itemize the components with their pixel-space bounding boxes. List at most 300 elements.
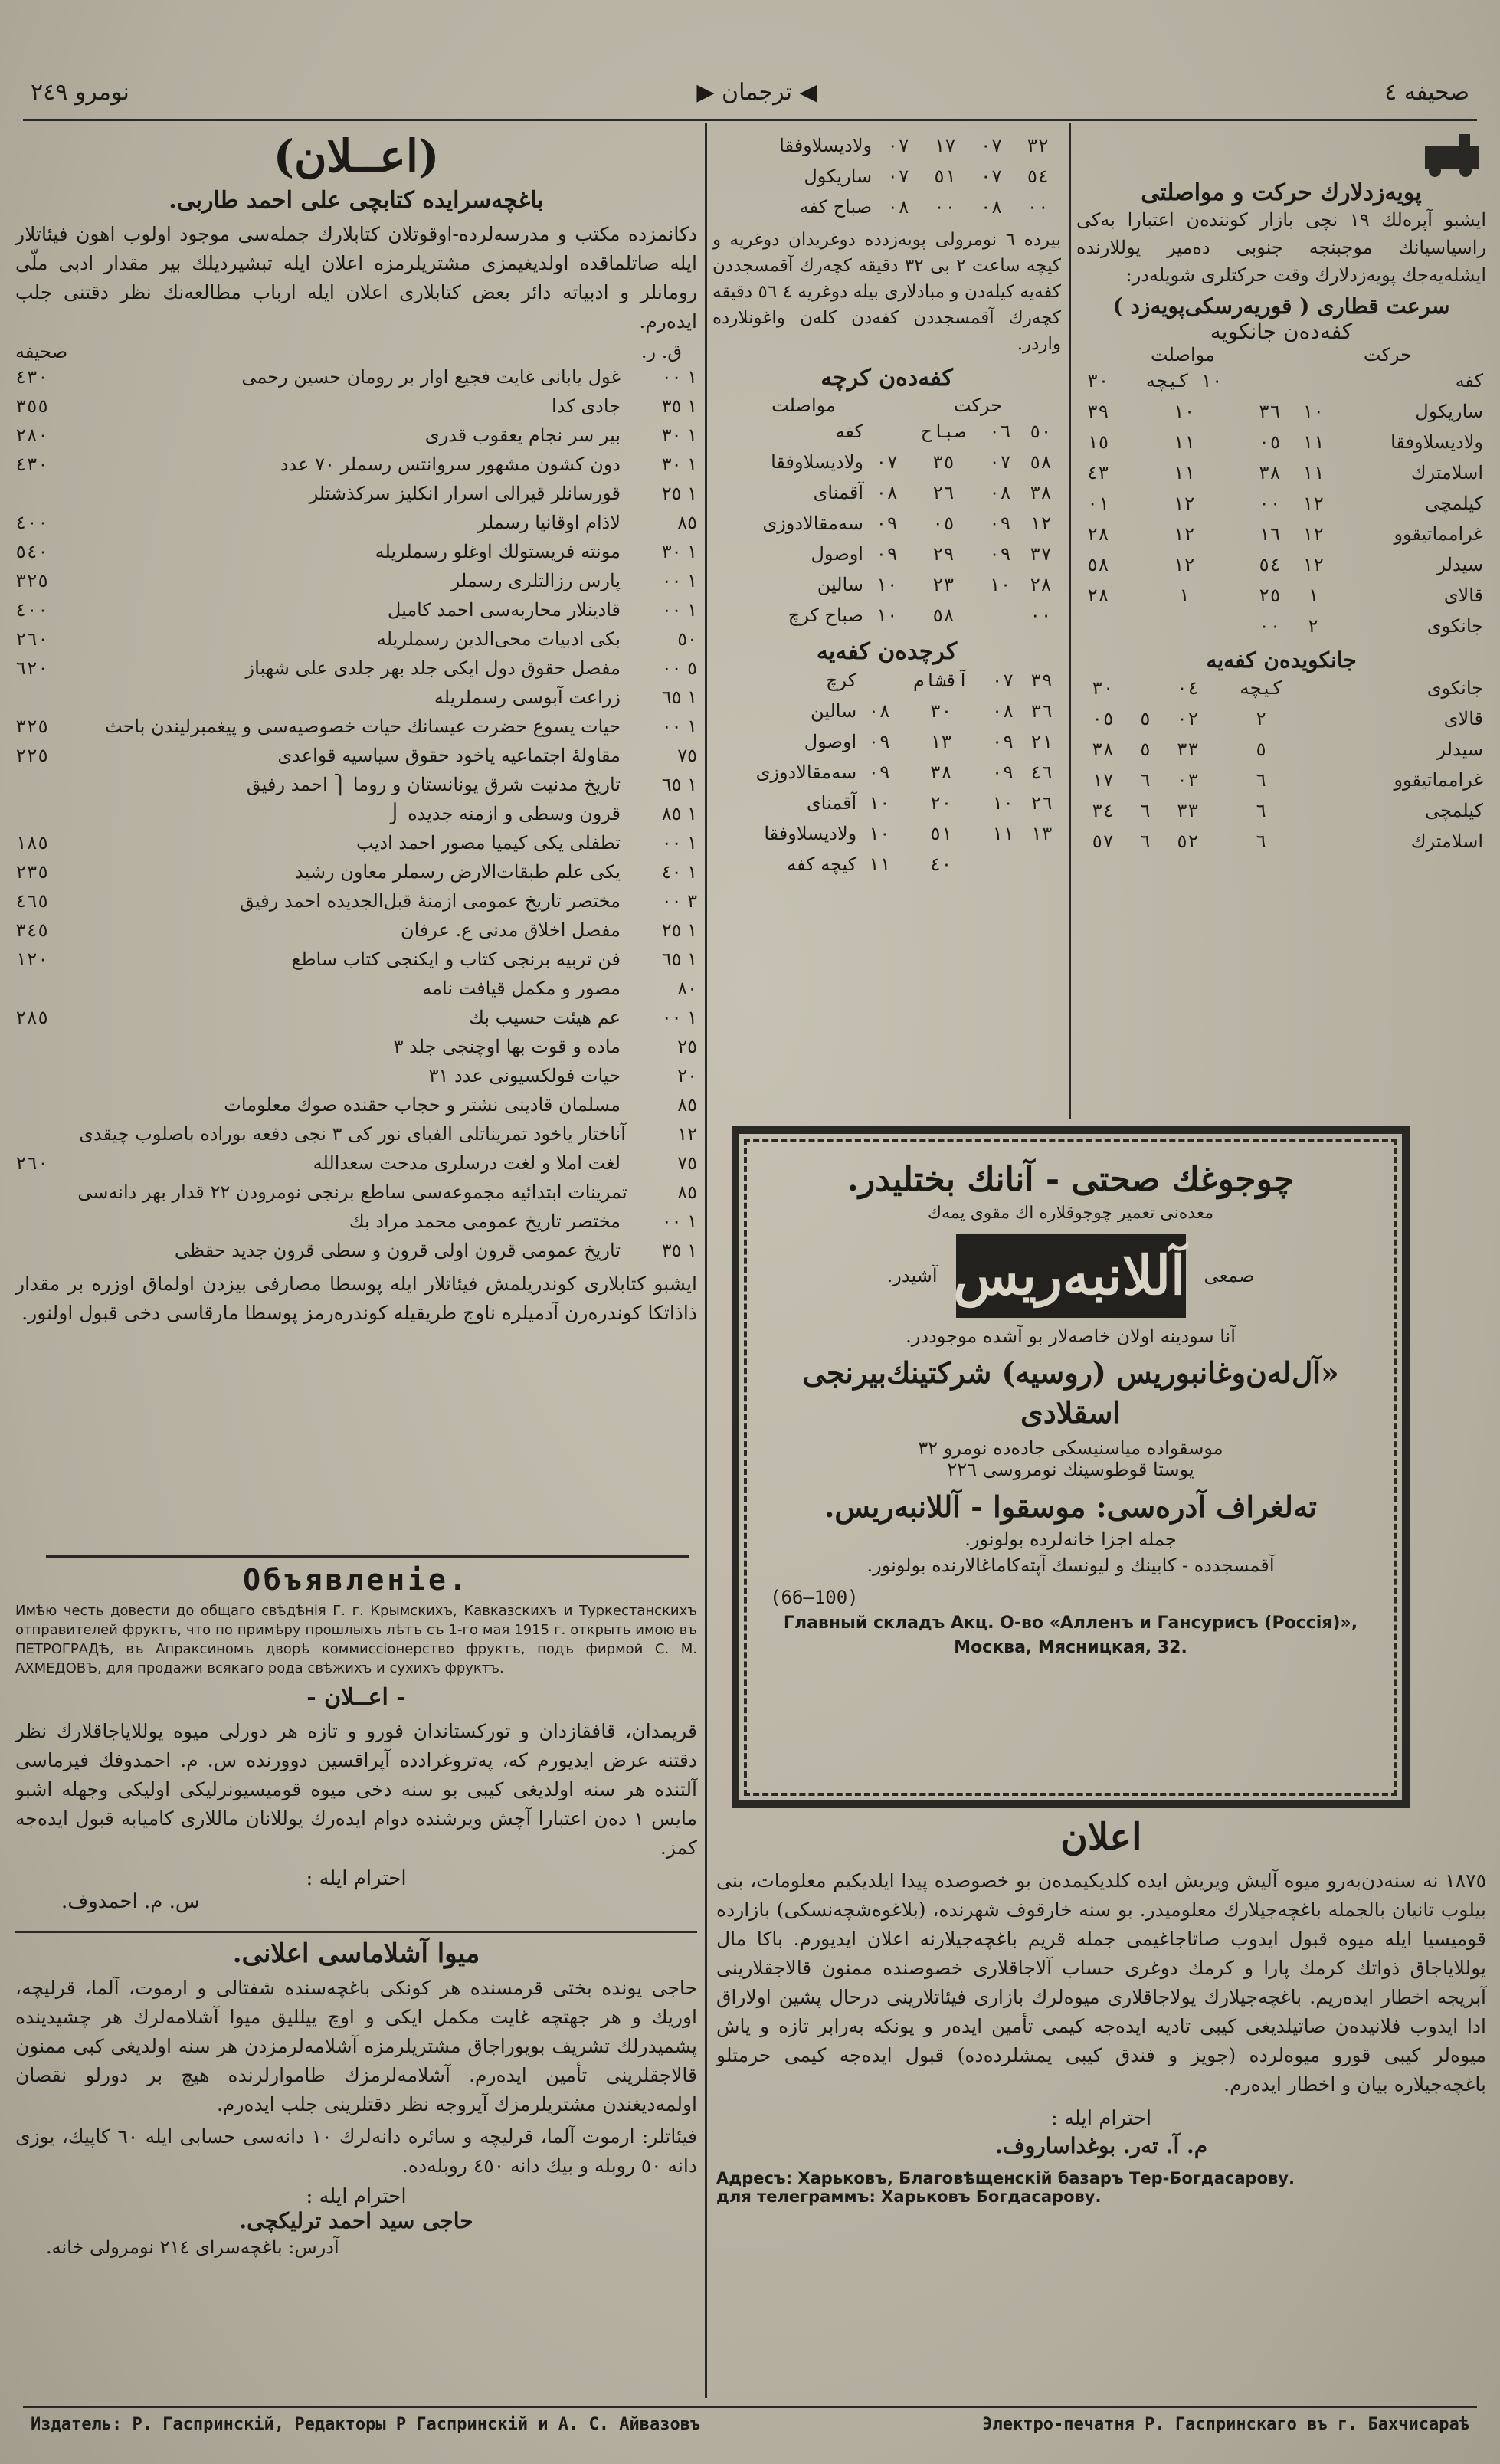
book-title: تطفلی یکی کیمیا مصور احمد ادیب — [356, 832, 621, 854]
kerch-header — [712, 395, 1061, 416]
time-cell: ١١ — [1172, 431, 1195, 453]
fruit-grafting-ad — [15, 1938, 697, 2367]
station-name: ولادیسلاوفقا — [771, 451, 863, 473]
station-name: قالای — [1443, 708, 1483, 729]
tatar-notice-signature: س. م. احمدوف. — [61, 1890, 200, 1913]
schedule-row — [712, 818, 1061, 849]
issue-number: نومرو ٢٤٩ — [31, 78, 129, 106]
book-price: ١ ٣٥ — [661, 395, 697, 417]
book-price: ١ ٠٠ — [661, 570, 697, 591]
train-schedule-right — [1076, 130, 1486, 1119]
train-illustration — [1076, 130, 1486, 176]
station-name: سالین — [810, 700, 857, 722]
time-cell — [980, 600, 1020, 631]
schedule-row — [712, 569, 1061, 600]
time-cell: ٥٤ — [1258, 554, 1281, 575]
station-name: قالای — [1443, 585, 1483, 606]
locomotive-icon — [1417, 130, 1486, 176]
book-price: ١٢ — [677, 1123, 697, 1145]
book-price: ٨٥ — [677, 512, 697, 533]
schedule-row — [1076, 549, 1486, 580]
time-cell: ٣٠ — [1092, 677, 1114, 699]
time-cell: ٠٧ — [887, 165, 909, 187]
book-price: ٥ ٠٠ — [661, 657, 697, 679]
book-price: ١ ٦٥ — [661, 686, 697, 708]
station-name: جانکوی — [1426, 615, 1483, 637]
book-price: ١ ٠٠ — [661, 599, 697, 621]
left-rule-1 — [46, 1555, 689, 1558]
time-cell: ٢٨ — [1086, 523, 1109, 545]
station-name: آقمنای — [813, 482, 863, 503]
schedule-row — [1076, 703, 1486, 734]
kerch-header-depart: حرکت — [953, 395, 1002, 416]
book-price: ٢٥ — [677, 1036, 697, 1057]
time-cell: ٣٦ — [1030, 700, 1053, 722]
time-cell: ١٠ — [1302, 401, 1325, 422]
book-pages: ١٨٥ — [15, 832, 49, 854]
book-row — [15, 1032, 697, 1061]
time-cell: ٥٤ — [1027, 165, 1050, 187]
schedule-row — [712, 192, 1061, 222]
kerch-table — [712, 416, 1061, 631]
book-row — [15, 566, 697, 595]
station-name: ولادیسلاوفقا — [779, 135, 873, 156]
time-cell: ٥٨ — [932, 605, 955, 626]
time-cell: ١٢ — [1302, 523, 1325, 545]
page-footer — [31, 2415, 1469, 2434]
book-price: ١ ٦٥ — [661, 774, 697, 795]
station-name: ساریکول — [804, 165, 873, 187]
time-cell: ٣٥ — [932, 451, 955, 473]
book-title: مونته‌ فریستولك اوغلو رسملریله — [375, 541, 621, 562]
station-name: صباح کفه — [799, 196, 873, 218]
book-pages: ١٢٠ — [15, 949, 49, 970]
time-cell: ٥١ — [933, 165, 956, 187]
footer-publisher: Издатель: Р. Гаспринскій, Редакторы Р Гаспринскій и А. С. Айвазовъ — [31, 2415, 701, 2434]
orchard-ad-address-ru: Адресъ: Харьковъ, Благовѣщенскій базаръ Тер-Богдасарову. — [716, 2169, 1295, 2187]
time-cell: ٠٠ — [933, 196, 956, 218]
book-price: ٥٠ — [677, 628, 697, 650]
book-title: مفصل حقوق دول ایکی جلد بهر جلدی علی شهباز — [245, 657, 621, 679]
express-up-direction: جانکویدەن کفه‌یه — [1206, 647, 1357, 673]
book-title: لاذام اوقانیا رسملر — [477, 512, 621, 533]
fruit-ad-regards: احترام ایله : — [306, 2185, 407, 2208]
time-cell: ٣٩ — [1030, 670, 1053, 691]
time-cell: ٠٧ — [980, 165, 1003, 187]
allenburys-logo: آللانبه‌ریس — [956, 1234, 1186, 1318]
book-pages: ٣٢٥ — [15, 716, 49, 737]
time-cell: ٠٤ — [1176, 677, 1199, 699]
book-row — [15, 974, 697, 1003]
time-cell: ٦ — [1139, 800, 1151, 821]
time-cell: ٣٨ — [1258, 462, 1281, 483]
time-cell: ٠٠ — [1027, 196, 1050, 218]
book-pages: ٤٠٠ — [15, 512, 49, 533]
station-name: اوصول — [804, 731, 857, 752]
time-cell: کیچه — [1239, 677, 1283, 699]
book-price: ١ ٢٥ — [661, 919, 697, 941]
time-cell: ٣٠ — [1086, 370, 1109, 392]
time-cell — [983, 849, 1022, 880]
time-cell: ٠٥ — [932, 513, 955, 534]
book-price: ١ ٣٥ — [661, 1240, 697, 1261]
station-name: صباح کرچ — [788, 605, 863, 626]
schedule-note: بیرده ٦ نومرولی پویەزددە دوغریدان دوغریه و کیچه ساعت ٢ بی ٣٢ دقیقه کچەرك آقمسجددن کفه‌یه کیلەدن و مبادلاری بیله دوغریه ٤ ٥٦ دقیقه کچەرك آقمسجددن کفه‌دن کلەن واغونلارده واردر. — [712, 230, 1061, 354]
fruit-ad-address: آدرس: باغچه‌سرای ٢١٤ نومرولی خانه. — [46, 2236, 339, 2258]
time-cell: ٠١ — [1086, 493, 1109, 514]
time-cell: ٣٠ — [929, 700, 952, 722]
masthead-title: ◀ ترجمان ▶ — [696, 78, 817, 106]
book-row — [15, 1003, 697, 1032]
express-up-table — [1076, 673, 1486, 857]
book-title: مفصل اخلاق مدنی ع. عرفان — [400, 919, 621, 941]
book-price: ١ ٣٠ — [661, 454, 697, 475]
time-cell: ٠٥ — [1092, 708, 1114, 729]
time-cell: ٢ — [1255, 708, 1267, 729]
book-pages: ٣٢٥ — [15, 570, 49, 591]
time-cell: ٠٧ — [988, 451, 1011, 473]
book-title: حیات یسوع حضرت عیسانك حیات خصوصیه‌سی و پیغمبرلیندن باحث — [105, 716, 621, 737]
station-name: غرامماتیقوو — [1394, 523, 1483, 545]
time-cell: ٥ — [1139, 708, 1151, 729]
schedule-row — [1076, 365, 1486, 396]
book-price: ٨٠ — [677, 978, 697, 999]
schedule-row — [1076, 734, 1486, 765]
book-title: پارس رزالتلری رسملر — [450, 570, 621, 591]
time-cell: ٢٥ — [1258, 585, 1281, 606]
schedule-row — [1076, 580, 1486, 611]
time-cell: ٠٧ — [887, 135, 909, 156]
book-pages: ٢٢٥ — [15, 745, 49, 766]
schedule-intro: ایشبو آپرەلك ١٩ نچی بازار کونندەن اعتبارا بەکی راسیاسیانك موجبنجه جنوبی دەمیر یوللارنده ایشلەیەجك پویەزدلارك وقت حرکتلری شویله‌در: — [1076, 209, 1486, 286]
footer-rule — [23, 2406, 1477, 2408]
time-cell: ٤٠ — [929, 854, 952, 875]
time-cell: ٥٨ — [1029, 451, 1052, 473]
station-name: اسلامترك — [1410, 462, 1483, 483]
book-row — [15, 916, 697, 945]
book-row — [15, 537, 697, 566]
fruit-ad-title: میوا آشلاماسی اعلانی. — [232, 1938, 480, 1969]
page-number: صحیفه ٤ — [1384, 78, 1469, 106]
express-header-depart: حرکت — [1363, 344, 1412, 365]
column-divider-2 — [1069, 123, 1071, 1119]
time-cell: ٠٥ — [1258, 431, 1281, 453]
kerch-header-arrive: مواصلت — [771, 395, 836, 416]
schedule-row — [712, 665, 1061, 696]
book-row — [15, 741, 697, 770]
time-cell: ٠٨ — [991, 700, 1014, 722]
fruit-ad-prices: فیئاتلر: ارموت آلما، قرلیچه و سائره دانه‌لرك ١٠ دانه‌سی حسابی ایله ٦٠ کاپیك، یوزی دانه ٥٠ روبله و بیك دانه ٤٥٠ روبله‌ده. — [15, 2125, 697, 2177]
left-rule-2 — [15, 1931, 697, 1933]
time-cell: ١١ — [1302, 462, 1325, 483]
schedule-row — [1076, 611, 1486, 641]
book-title: آناختار یاخود تمریناتلی الفبای نور کی ٣ نجی دفعه بوراده باصلوب چیقدی — [79, 1123, 626, 1145]
time-cell: ٠٩ — [988, 513, 1011, 534]
book-pages: ٤٣٠ — [15, 454, 49, 475]
book-title: زراعت آبوسی رسملریله — [434, 686, 621, 708]
time-cell: ٥٠ — [1029, 421, 1052, 442]
schedule-row — [712, 788, 1061, 818]
book-title: تاریخ عمومی قرون اولی قرون و سطی قرون جدید حقظی — [175, 1240, 621, 1261]
time-cell: ١٢ — [1302, 493, 1325, 514]
book-row — [15, 886, 697, 916]
station-name: ولادیسلاوفقا — [1390, 431, 1483, 453]
book-title: حیات فولکسیونی عدد ٣١ — [428, 1065, 621, 1086]
book-price: ١ ٣٠ — [661, 541, 697, 562]
time-cell — [860, 665, 899, 696]
tatar-notice-body: قریمدان، قافقازدان و تورکستاندان فورو و تازه هر دورلی میوه یوللایاجاقلارك نظر دقتنه عرض ایدیورم که، پەتروغرادده آپراقسین دوورنده س. م. احمدوفك فیرماسی آلتنده هر سنه اولدیغی کیبی بو سنه دخی میوه قومیسیونرلیکی اولیکی وجهله اشبو مایس ١ دەن اعتبارا آچش ویرشنده دوام ایدەرك یوللانان ماللاری کامیابه قبول ایدەجه کمز. — [15, 1720, 697, 1859]
time-cell: ٠٨ — [876, 482, 898, 503]
time-cell: ٣٣ — [1176, 739, 1199, 760]
train-schedule-middle — [712, 130, 1061, 1119]
time-cell: ٢٦ — [1030, 792, 1053, 814]
time-cell: ١١ — [1172, 462, 1195, 483]
book-title: مصور و مکمل قیافت نامه — [422, 978, 621, 999]
book-pages: ٤٠٠ — [15, 599, 49, 621]
time-cell: ٥٨ — [1086, 554, 1109, 575]
time-cell: ١٢ — [1302, 554, 1325, 575]
book-title: مسلمان قادینی نشتر و حجاب حقنده صوك معلومات — [224, 1094, 621, 1116]
book-row — [15, 1178, 697, 1207]
time-cell: ١ — [1178, 585, 1190, 606]
book-row — [15, 479, 697, 508]
time-cell: ٣٤ — [1092, 800, 1114, 821]
orchard-ad-regards: احترام ایله : — [1050, 2107, 1152, 2130]
time-cell — [1129, 673, 1161, 703]
time-cell: ٠٧ — [980, 135, 1003, 156]
book-title: مختصر تاریخ عمومی محمد مراد بك — [349, 1211, 621, 1232]
book-row — [15, 1090, 697, 1119]
book-title: یکی علم طبقات‌الارض رسملر معاون رشید — [295, 861, 621, 883]
time-cell: ١٠ — [876, 574, 898, 595]
book-title: مختصر تاریخ عمومی ازمنهٔ قبل‌الجدیده احمد رفیق — [240, 890, 621, 912]
station-name: اوصول — [811, 543, 863, 565]
book-price: ١ ٠٠ — [661, 366, 697, 388]
schedule-row — [1076, 488, 1486, 519]
time-cell — [866, 416, 907, 447]
time-cell: ١١ — [991, 823, 1014, 844]
time-cell: ٠٩ — [991, 731, 1014, 752]
book-row — [15, 450, 697, 479]
time-cell: ٢٨ — [1029, 574, 1052, 595]
time-cell: ٠٨ — [868, 700, 891, 722]
time-cell: ٠٠ — [1258, 615, 1281, 637]
orchard-ad — [716, 1816, 1486, 2383]
schedule-row — [712, 696, 1061, 726]
book-row — [15, 799, 697, 828]
schedule-row — [712, 849, 1061, 880]
book-price: ١ ٣٠ — [661, 424, 697, 446]
schedule-row — [1076, 795, 1486, 826]
book-row — [15, 421, 697, 450]
time-cell: ١٥ — [1086, 431, 1109, 453]
schedule-row — [1076, 673, 1486, 703]
schedule-row — [712, 726, 1061, 757]
time-cell: ٠٧ — [991, 670, 1014, 691]
time-cell: ٤٦ — [1030, 762, 1053, 783]
time-cell: ٠٩ — [868, 731, 891, 752]
footer-printer: Электро-печатня Р. Гаспринскаго въ г. Бахчисараѣ — [982, 2415, 1469, 2434]
schedule-row — [1076, 826, 1486, 857]
book-row — [15, 362, 697, 392]
book-row — [15, 683, 697, 712]
allenburys-telegraph: تەلغراف آدرەسی: موسقوا - آللانبه‌ریس. — [824, 1489, 1317, 1524]
time-cell: ٥٢ — [1176, 831, 1199, 852]
time-cell: ١٠ — [1172, 401, 1195, 422]
time-cell: ٠٨ — [988, 482, 1011, 503]
fruit-ad-signature: حاجی سید احمد ترلیکچی. — [239, 2208, 473, 2233]
book-row — [15, 828, 697, 857]
time-cell: ١٧ — [1092, 769, 1114, 791]
time-cell: ١ — [1307, 585, 1319, 606]
book-row — [15, 1061, 697, 1090]
time-cell: ٠٨ — [980, 196, 1003, 218]
allenburys-note2: آقمسجدده - کابینك و لیونسك آپتەکاماغالارنده بولونور. — [866, 1555, 1275, 1576]
time-cell — [1292, 365, 1335, 396]
schedule-row — [712, 757, 1061, 788]
book-price: ٨٥ — [677, 1181, 697, 1203]
book-ad-subtitle: باغچه‌سرایده کتابچی علی احمد طاربی. — [169, 187, 544, 214]
book-pages: ٥٤٠ — [15, 541, 49, 562]
book-pages: ٤٦٥ — [15, 890, 49, 912]
time-cell: ٤٣ — [1086, 462, 1109, 483]
time-cell: ٢٦ — [932, 482, 955, 503]
allenburys-ad-number: (66—100) — [770, 1587, 859, 1608]
book-pages: ٤٣٠ — [15, 366, 49, 388]
book-price: ١ ٠٠ — [661, 1211, 697, 1232]
time-cell: ٥ — [1255, 739, 1267, 760]
allenburys-addr2: یوستا قوطوسینك نومروسی ٢٢٦ — [947, 1459, 1194, 1480]
schedule-row — [1076, 396, 1486, 427]
express-header — [1076, 344, 1486, 365]
russian-notice-body: Имѣю честь довести до общаго свѣдѣнія Г. г. Крымскихъ, Кавказскихъ и Туркестанскихъ отправителей фруктъ, что по примѣру прошлыхъ лѣтъ съ 1-го мая 1915 г. открыть имою въ ПЕТРОГРАДѢ, въ Апраксиномъ дворѣ коммиссіонерство фруктъ, подъ фирмой С. М. АХМЕДОВЪ, для продажи всякаго рода свѣжихъ и сухихъ фруктъ. — [15, 1603, 697, 1676]
book-ad — [15, 130, 697, 1540]
time-cell — [1120, 611, 1248, 641]
time-cell: ٣٩ — [1086, 401, 1109, 422]
book-title: بیر سر نجام یعقوب قدری — [424, 424, 621, 446]
orchard-ad-telegram-ru: для телеграммъ: Харьковъ Богдасарову. — [716, 2187, 1102, 2206]
book-price: ٨٥ — [677, 1094, 697, 1116]
book-row — [15, 654, 697, 683]
book-title: غول یابانی غایت فجیع اوار بر رومان حسین رحمی — [241, 366, 621, 388]
express-table — [1076, 365, 1486, 641]
book-price: ٢٠ — [677, 1065, 697, 1086]
book-row — [15, 508, 697, 537]
kerch-title: کفەدەن کرچه — [820, 365, 953, 392]
book-price: ١ ٤٠ — [661, 861, 697, 883]
allenburys-russian: Главный складъ Акц. О-во «Алленъ и Гансурисъ (Россія)», Москва, Мясницкая, 32. — [783, 1614, 1358, 1657]
book-price: ٧٥ — [677, 745, 697, 766]
schedule-row — [1076, 457, 1486, 488]
book-pages: ٦٢٠ — [15, 657, 49, 679]
orchard-ad-body: ١٨٧٥ نه سنه‌دن‌بەرو میوه آلیش ویریش ایدە کلدیکیمدەن بو خصوصده پیدا ایلدیکیم معلومات، بنی بیلوب تانیان بالجمله باغچه‌جیلارك معلومیدر. بو سنه خارقوف شهرنده، (بلاغوەشچەنسکی) بازارده قومیسیا ایله میوه قبول ایدوب صاتاجاغیمی جمله قریم باغچه‌جیلارنه اعلان ایدیورم. باکا مال یوللایاجاق ذواتك کرمك پارا و کرمك دوغری حساب آلاجاقلاری خصوصنده ممنون قالاجقلارینی آبریجه اخطار ایدەریم. باغچه‌جیلارك یولاجاقلاری میوه‌لرك بازاری فیئاتلارینی درحال پشین اولاراق ادا ایدوب فلانیده‌ن صاتیلدیغی کیبی تادیه ایدەجه کیمی تأمین ایدەر و یونکه بەرابر تازه و یاش میوه‌لر کیبی قورو میوه‌لرده (جویز و فندق کیبی یمشلرده‌ده) قبول ایدەجه کیمی حرمتلو باغچه‌جیلاره بیان و اخطار ایدەرم. — [716, 1869, 1486, 2095]
time-cell: ٠٨ — [887, 196, 909, 218]
time-cell: ٠٩ — [988, 543, 1011, 565]
time-cell — [1076, 611, 1120, 641]
time-cell: ٣٨ — [929, 762, 952, 783]
station-name: کفه — [835, 421, 863, 442]
time-cell — [1022, 849, 1061, 880]
time-cell: ٣٢ — [1027, 135, 1050, 156]
schedule-title: پویەزدلارك حرکت و مواصلتی — [1141, 179, 1422, 206]
book-title: فن تربیه برنجی کتاب و ایکنجی کتاب ساطع — [291, 949, 621, 970]
schedule-row — [712, 508, 1061, 539]
book-price: ١ ٠٠ — [661, 716, 697, 737]
time-cell: صباح — [921, 421, 966, 442]
allenburys-company: «آل‌له‌ن‌وغانبوریس (روسیه) شرکتینك‌بیرنجی اسقلادی — [802, 1355, 1339, 1430]
column-divider-1 — [705, 123, 707, 2398]
time-cell: ١٣ — [1030, 823, 1053, 844]
book-row — [15, 857, 697, 886]
time-cell: ٠٦ — [988, 421, 1011, 442]
book-price: ١ ٢٥ — [661, 483, 697, 504]
time-cell: ٠٩ — [876, 513, 898, 534]
book-title: قادینلار محاربه‌سی احمد کامیل — [387, 599, 621, 621]
time-cell: آقشام — [913, 670, 969, 691]
book-title: جادی کدا — [552, 395, 621, 417]
book-pages: ٢٦٠ — [15, 628, 49, 650]
book-title: تاریخ مدنیت شرق یونانستان و روما ⎫ احمد رفیق — [246, 774, 621, 795]
time-cell: ٥ — [1139, 739, 1151, 760]
book-pages: ٣٥٥ — [15, 395, 49, 417]
book-price: ١ ٠٠ — [661, 1007, 697, 1028]
time-cell: ٢٠ — [929, 792, 952, 814]
book-ad-intro: دکانمزده مکتب و مدرسه‌لرده-اوقوتلان کتابلارك جمله‌سی موجود اولوب اهون فیئاتلار ایله صاتلماقده اولدیغیمزی مشتریلرمزه اعلان ایله تبشیردیلك بیر مقدار ادبی ملّی رومانلر و ادبیاته دائر بعض کتابلاری اعلان ایله ارباب مطالعه‌نك نظر دقتنی جلب ایدەرم. — [15, 223, 697, 333]
book-title: قرون وسطی و ازمنه جدیده ⎭ — [388, 803, 621, 824]
tatar-notice-regards: احترام ایله : — [306, 1867, 407, 1890]
schedule-row — [712, 416, 1061, 447]
station-name: سالین — [817, 574, 863, 595]
book-title: تمرینات ابتدائیه مجموعه‌سی ساطع برنجی نومرودن ٢٢ قدار بهر دانه‌سی — [77, 1181, 627, 1203]
time-cell: ١٧ — [933, 135, 956, 156]
schedule-row — [1076, 519, 1486, 549]
schedule-row — [712, 447, 1061, 477]
allenburys-addr1: موسقواده میاسنیسکی جاده‌ده نومرو ٣٢ — [918, 1437, 1223, 1459]
schedule-row — [1076, 765, 1486, 795]
station-name: سیدلر — [1436, 739, 1483, 760]
schedule-row — [712, 161, 1061, 192]
time-cell: ١٠ — [876, 605, 898, 626]
header-rule — [23, 119, 1477, 121]
allenburys-sub: معده‌نی تعمیر چوجوقلاره اك مقوی یمەك — [927, 1204, 1214, 1223]
time-cell: ٠٩ — [868, 762, 891, 783]
time-cell: ٠٧ — [876, 451, 898, 473]
allenburys-logo-row — [770, 1234, 1371, 1318]
book-price: ١ ٦٥ — [661, 949, 697, 970]
book-row — [15, 1236, 697, 1265]
time-cell: ٦ — [1139, 769, 1151, 791]
time-cell: ١٦ — [1258, 523, 1281, 545]
time-cell: ١١ — [868, 854, 891, 875]
book-title: عم هیئت حسیب بك — [469, 1007, 621, 1028]
book-ad-title: (اعــلان) — [273, 130, 440, 182]
time-cell: ٠٢ — [1176, 708, 1199, 729]
time-cell: ٢١ — [1030, 731, 1053, 752]
station-name: کیچه کفه — [787, 854, 857, 875]
station-name: آقمنای — [806, 792, 857, 814]
book-ad-closing: ایشبو کتابلاری کوندریلمش فیئاتلار ایله پوسطا مصارفی بیزدن اولماق اوزره بر مقدار ذاذاتکا کوندرەرن آدمیلره ناوج طریقیله کوندرەرمز پوسطا مارقاسی دخی قبول اولنور. — [15, 1273, 697, 1324]
station-name: ساریکول — [1415, 401, 1483, 422]
russian-notice — [15, 1563, 697, 1915]
station-name: جانکوی — [1426, 677, 1483, 699]
station-name: غرامماتیقوو — [1394, 769, 1483, 791]
price-column-label: ق. ر. — [640, 341, 682, 362]
time-cell: ٦ — [1255, 800, 1267, 821]
allenburys-ad — [732, 1126, 1410, 1808]
time-cell: ٠٠ — [1029, 605, 1052, 626]
time-cell: ٠٩ — [991, 762, 1014, 783]
time-cell: ٥١ — [929, 823, 952, 844]
